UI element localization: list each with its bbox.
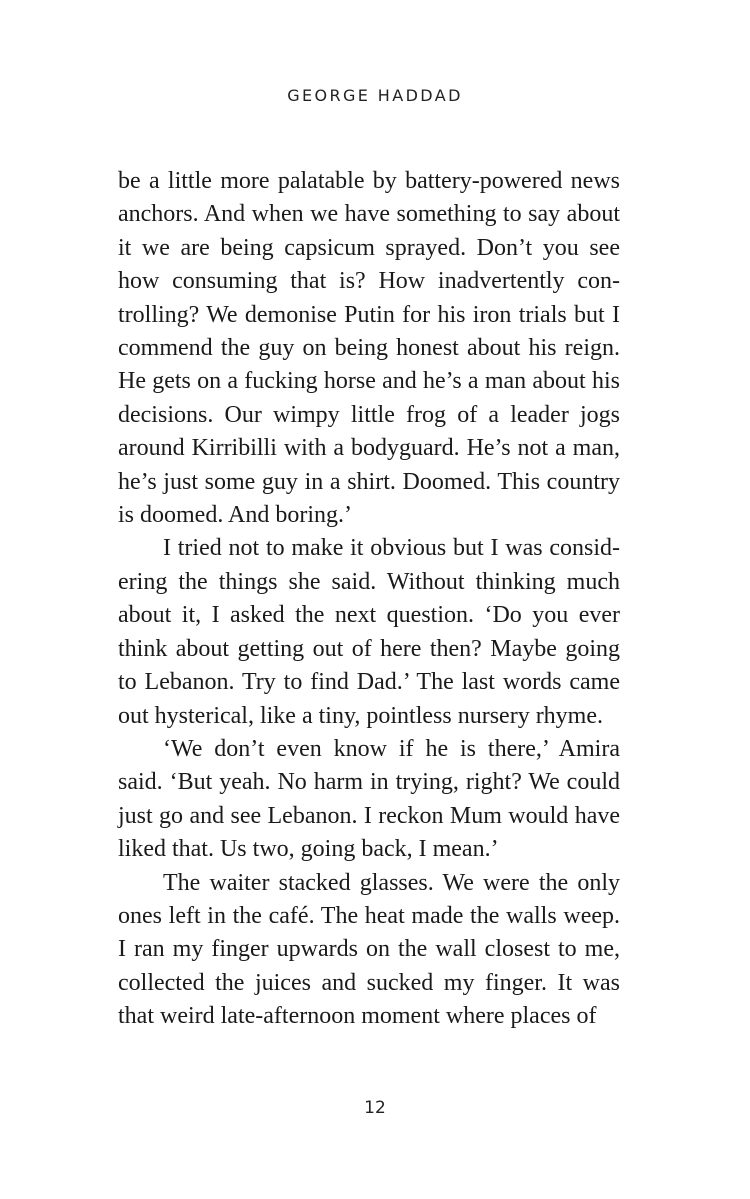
paragraph-continued: be a little more palatable by battery-powered news anchors. And when we have something to say about it we are being capsicum sprayed. Don’t you see how consuming that is? How inadvertently controlling? We demonise Putin for his iron trials but I commend the guy on being honest about his reign. He gets on a fucking horse and he’s a man about his decisions. Our wimpy little frog of a leader jogs around Kirribilli with a bodyguard. He’s not a man, he’s just some guy in a shirt. Doomed. This country is doomed. And boring.’ — [118, 168, 620, 529]
body-text — [118, 165, 620, 1034]
page-number: 12 — [364, 1098, 386, 1118]
paragraph: ‘We don’t even know if he is there,’ Amira said. ‘But yeah. No harm in trying, right? We could just go and see Lebanon. I reckon Mum would have liked that. Us two, going back, I mean.’ — [118, 735, 620, 863]
paragraph: I tried not to make it obvious but I was considering the things she said. Without thinking much about it, I asked the next question. ‘Do you ever think about getting out of here then? Maybe going to Lebanon. Try to find Dad.’ The last words came out hysterical, like a tiny, pointless nursery rhyme. — [118, 535, 620, 729]
running-head-author: GEORGE HADDAD — [287, 86, 463, 105]
paragraph: The waiter stacked glasses. We were the only ones left in the café. The heat made the walls weep. I ran my finger upwards on the wall closest to me, collected the juices and sucked my finger. It was that weird late-afternoon moment where places of — [118, 869, 620, 1030]
